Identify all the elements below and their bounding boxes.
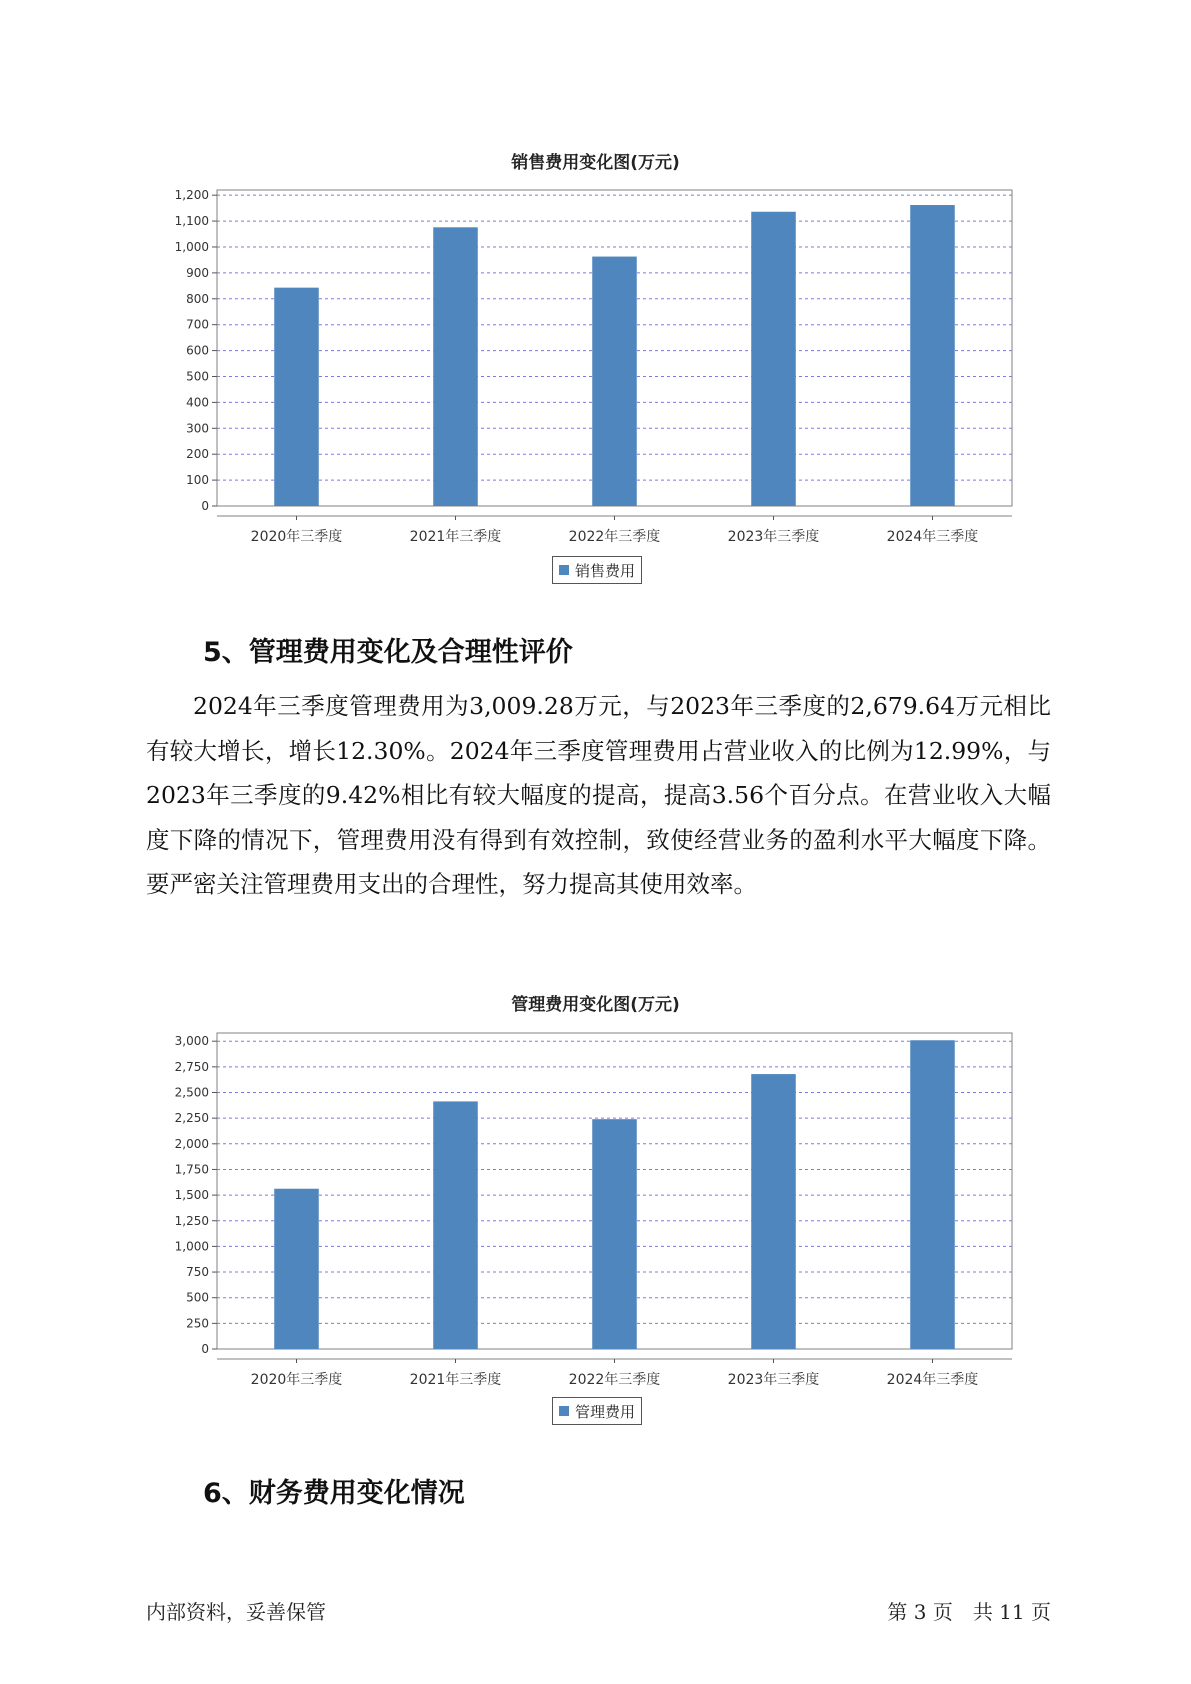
section-heading-finance-expense: 6、财务费用变化情况 (203, 1478, 465, 1509)
section-heading-admin-expense: 5、管理费用变化及合理性评价 (203, 637, 573, 668)
y-tick-label: 1,200 (174, 188, 209, 203)
x-tick-label: 2024年三季度 (886, 529, 979, 545)
admin-expense-legend (552, 1397, 642, 1425)
y-tick-label: 700 (186, 317, 209, 332)
x-tick-label: 2020年三季度 (250, 529, 343, 545)
admin-expense-chart-title: 管理费用变化图(万元) (511, 995, 680, 1015)
y-tick-label: 200 (186, 447, 209, 462)
y-tick-label: 900 (186, 265, 209, 280)
footer-left: 内部资料，妥善保管 (146, 1600, 326, 1624)
y-tick-label: 1,000 (174, 1239, 209, 1254)
x-tick-label: 2020年三季度 (250, 1372, 343, 1388)
y-tick-label: 1,500 (174, 1188, 209, 1203)
y-tick-label: 2,500 (174, 1085, 209, 1100)
x-tick-label: 2023年三季度 (727, 529, 820, 545)
y-tick-label: 750 (186, 1265, 209, 1280)
x-tick-label: 2023年三季度 (727, 1372, 820, 1388)
legend-swatch (559, 1406, 569, 1416)
y-tick-label: 300 (186, 421, 209, 436)
admin-expense-paragraph: 2024年三季度管理费用为3,009.28万元，与2023年三季度的2,679.64万元相比有较大增长，增长12.30%。2024年三季度管理费用占营业收入的比例为12.99%，与2023年三季度的9.42%相比有较大幅度的提高，提高3.56个百分点。在营业收入大幅度下降的情况下，管理费用没有得到有效控制，致使经营业务的盈利水平大幅度下降。要严密关注管理费用支出的合理性，努力提高其使用效率。 (146, 692, 1051, 898)
y-tick-label: 2,250 (174, 1111, 209, 1126)
y-tick-label: 3,000 (174, 1034, 209, 1049)
x-tick-label: 2021年三季度 (409, 1372, 502, 1388)
y-tick-label: 600 (186, 343, 209, 358)
bar (751, 1074, 796, 1349)
x-tick-label: 2022年三季度 (568, 1372, 661, 1388)
x-tick-label: 2021年三季度 (409, 529, 502, 545)
bar (910, 1040, 955, 1349)
legend-label: 销售费用 (575, 561, 636, 580)
footer-right: 第 3 页 共 11 页 (887, 1600, 1051, 1624)
y-tick-label: 800 (186, 291, 209, 306)
y-tick-label: 0 (201, 1342, 209, 1356)
x-tick-label: 2022年三季度 (568, 529, 661, 545)
y-tick-label: 2,000 (174, 1136, 209, 1151)
y-tick-label: 1,250 (174, 1213, 209, 1228)
bar (274, 1189, 319, 1349)
y-tick-label: 2,750 (174, 1059, 209, 1074)
y-tick-label: 1,000 (174, 239, 209, 254)
y-tick-label: 1,100 (174, 214, 209, 229)
y-tick-label: 500 (186, 369, 209, 384)
sales-expense-chart-title: 销售费用变化图(万元) (511, 153, 680, 173)
legend-label: 管理费用 (575, 1402, 636, 1421)
bar (433, 1101, 478, 1349)
y-tick-label: 0 (201, 499, 209, 513)
y-tick-label: 250 (186, 1316, 209, 1331)
y-tick-label: 1,750 (174, 1162, 209, 1177)
y-tick-label: 100 (186, 473, 209, 488)
y-tick-label: 500 (186, 1290, 209, 1305)
x-tick-label: 2024年三季度 (886, 1372, 979, 1388)
bar (592, 1119, 637, 1349)
y-tick-label: 400 (186, 395, 209, 410)
